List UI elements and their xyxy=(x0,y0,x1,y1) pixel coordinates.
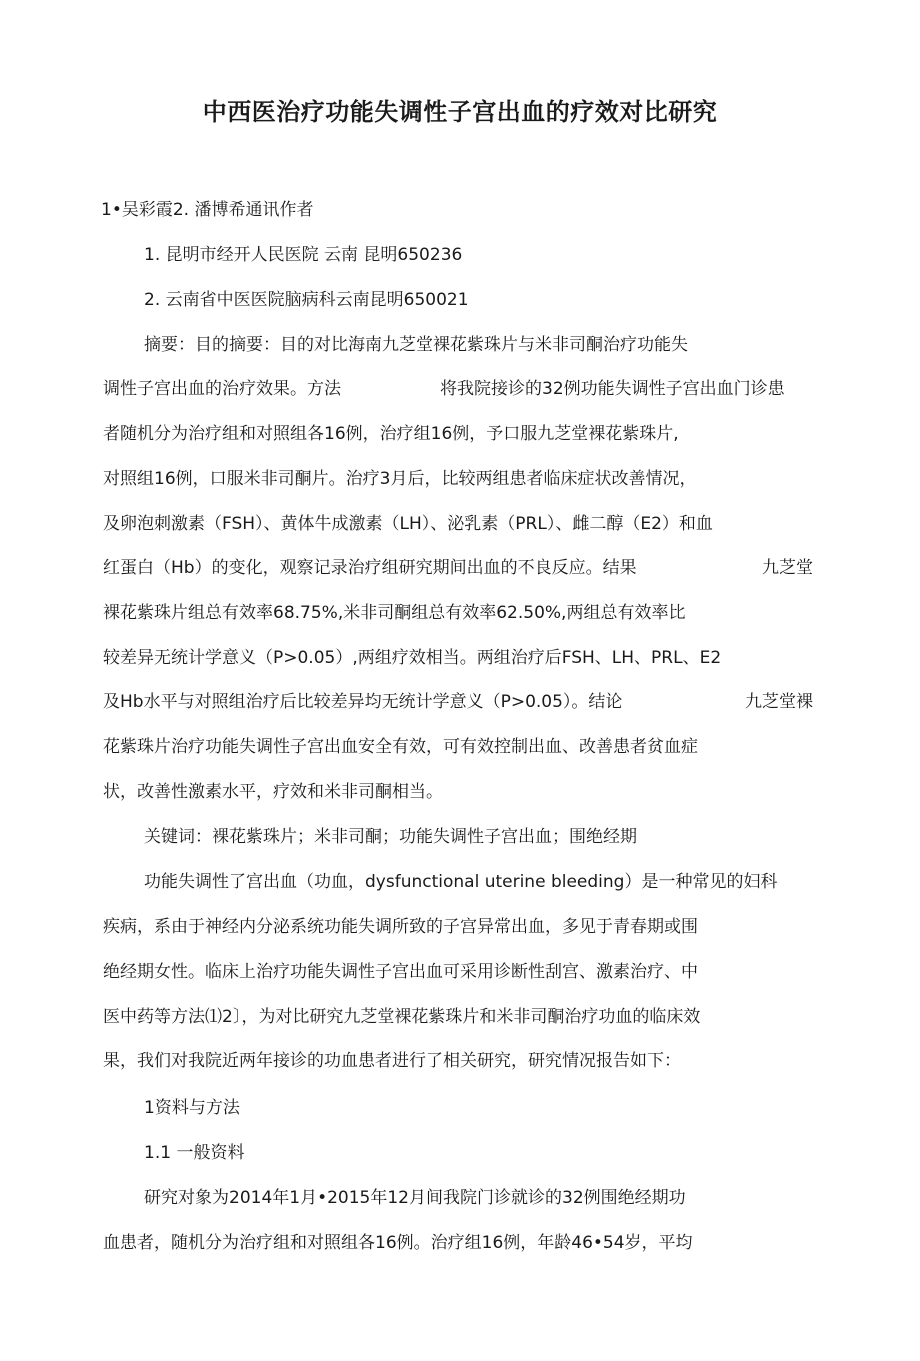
abstract-line: 九芝堂裸 xyxy=(745,692,813,712)
body-line: 研究对象为2014年1月•2015年12月间我院门诊就诊的32例围绝经期功 xyxy=(144,1188,686,1208)
intro-line: 果，我们对我院近两年接诊的功血患者进行了相关研究，研究情况报告如下： xyxy=(103,1051,681,1071)
body-line: 血患者，随机分为治疗组和对照组各16例。治疗组16例，年龄46•54岁，平均 xyxy=(103,1233,693,1253)
intro-line: 功能失调性了宫出血（功血，dysfunctional uterine bleeding）是一种常见的妇科 xyxy=(144,872,778,892)
section-heading: 1资料与方法 xyxy=(144,1098,240,1118)
affiliation-1: 1. 昆明市经开人民医院 云南 昆明650236 xyxy=(144,245,463,265)
abstract-line: 将我院接诊的32例功能失调性子宫出血门诊患 xyxy=(440,379,785,399)
intro-line: 疾病，系由于神经内分泌系统功能失调所致的子宫异常出血，多见于青春期或围 xyxy=(103,917,698,937)
abstract-line: 状，改善性激素水平，疗效和米非司酮相当。 xyxy=(103,782,443,802)
abstract-line: 较差异无统计学意义（P>0.05）,两组疗效相当。两组治疗后FSH、LH、PRL、E2 xyxy=(103,648,722,668)
abstract-line: 花紫珠片治疗功能失调性子宫出血安全有效，可有效控制出血、改善患者贫血症 xyxy=(103,737,698,757)
intro-line: 医中药等方法⑴2〕，为对比研究九芝堂裸花紫珠片和米非司酮治疗功血的临床效 xyxy=(103,1007,701,1027)
abstract-line: 及Hb水平与对照组治疗后比较差异均无统计学意义（P>0.05）。结论 xyxy=(103,692,623,712)
document-title: 中西医治疗功能失调性子宫出血的疗效对比研究 xyxy=(202,98,718,126)
abstract-line: 及卵泡刺激素（FSH）、黄体牛成激素（LH）、泌乳素（PRL）、雌二醇（E2）和血 xyxy=(103,514,713,534)
abstract-line: 红蛋白（Hb）的变化，观察记录治疗组研究期间出血的不良反应。结果 xyxy=(103,558,637,578)
authors-line: 1•吴彩霞2. 潘博希通讯作者 xyxy=(101,200,314,220)
keywords-line: 关键词：裸花紫珠片；米非司酮；功能失调性子宫出血；围绝经期 xyxy=(144,827,637,847)
abstract-line: 对照组16例，口服米非司酮片。治疗3月后，比较两组患者临床症状改善情况， xyxy=(103,469,697,489)
abstract-line: 裸花紫珠片组总有效率68.75%,米非司酮组总有效率62.50%,两组总有效率比 xyxy=(103,603,686,623)
abstract-line: 调性子宫出血的治疗效果。方法 xyxy=(103,379,341,399)
abstract-line: 者随机分为治疗组和对照组各16例，治疗组16例，予口服九芝堂裸花紫珠片, xyxy=(103,424,679,444)
affiliation-2: 2. 云南省中医医院脑病科云南昆明650021 xyxy=(144,290,469,310)
abstract-line: 摘要：目的摘要：目的对比海南九芝堂裸花紫珠片与米非司酮治疗功能失 xyxy=(144,335,688,355)
abstract-line: 九芝堂 xyxy=(762,558,813,578)
subsection-heading: 1.1 一般资料 xyxy=(144,1143,245,1163)
intro-line: 绝经期女性。临床上治疗功能失调性子宫出血可采用诊断性刮宫、激素治疗、中 xyxy=(103,962,698,982)
